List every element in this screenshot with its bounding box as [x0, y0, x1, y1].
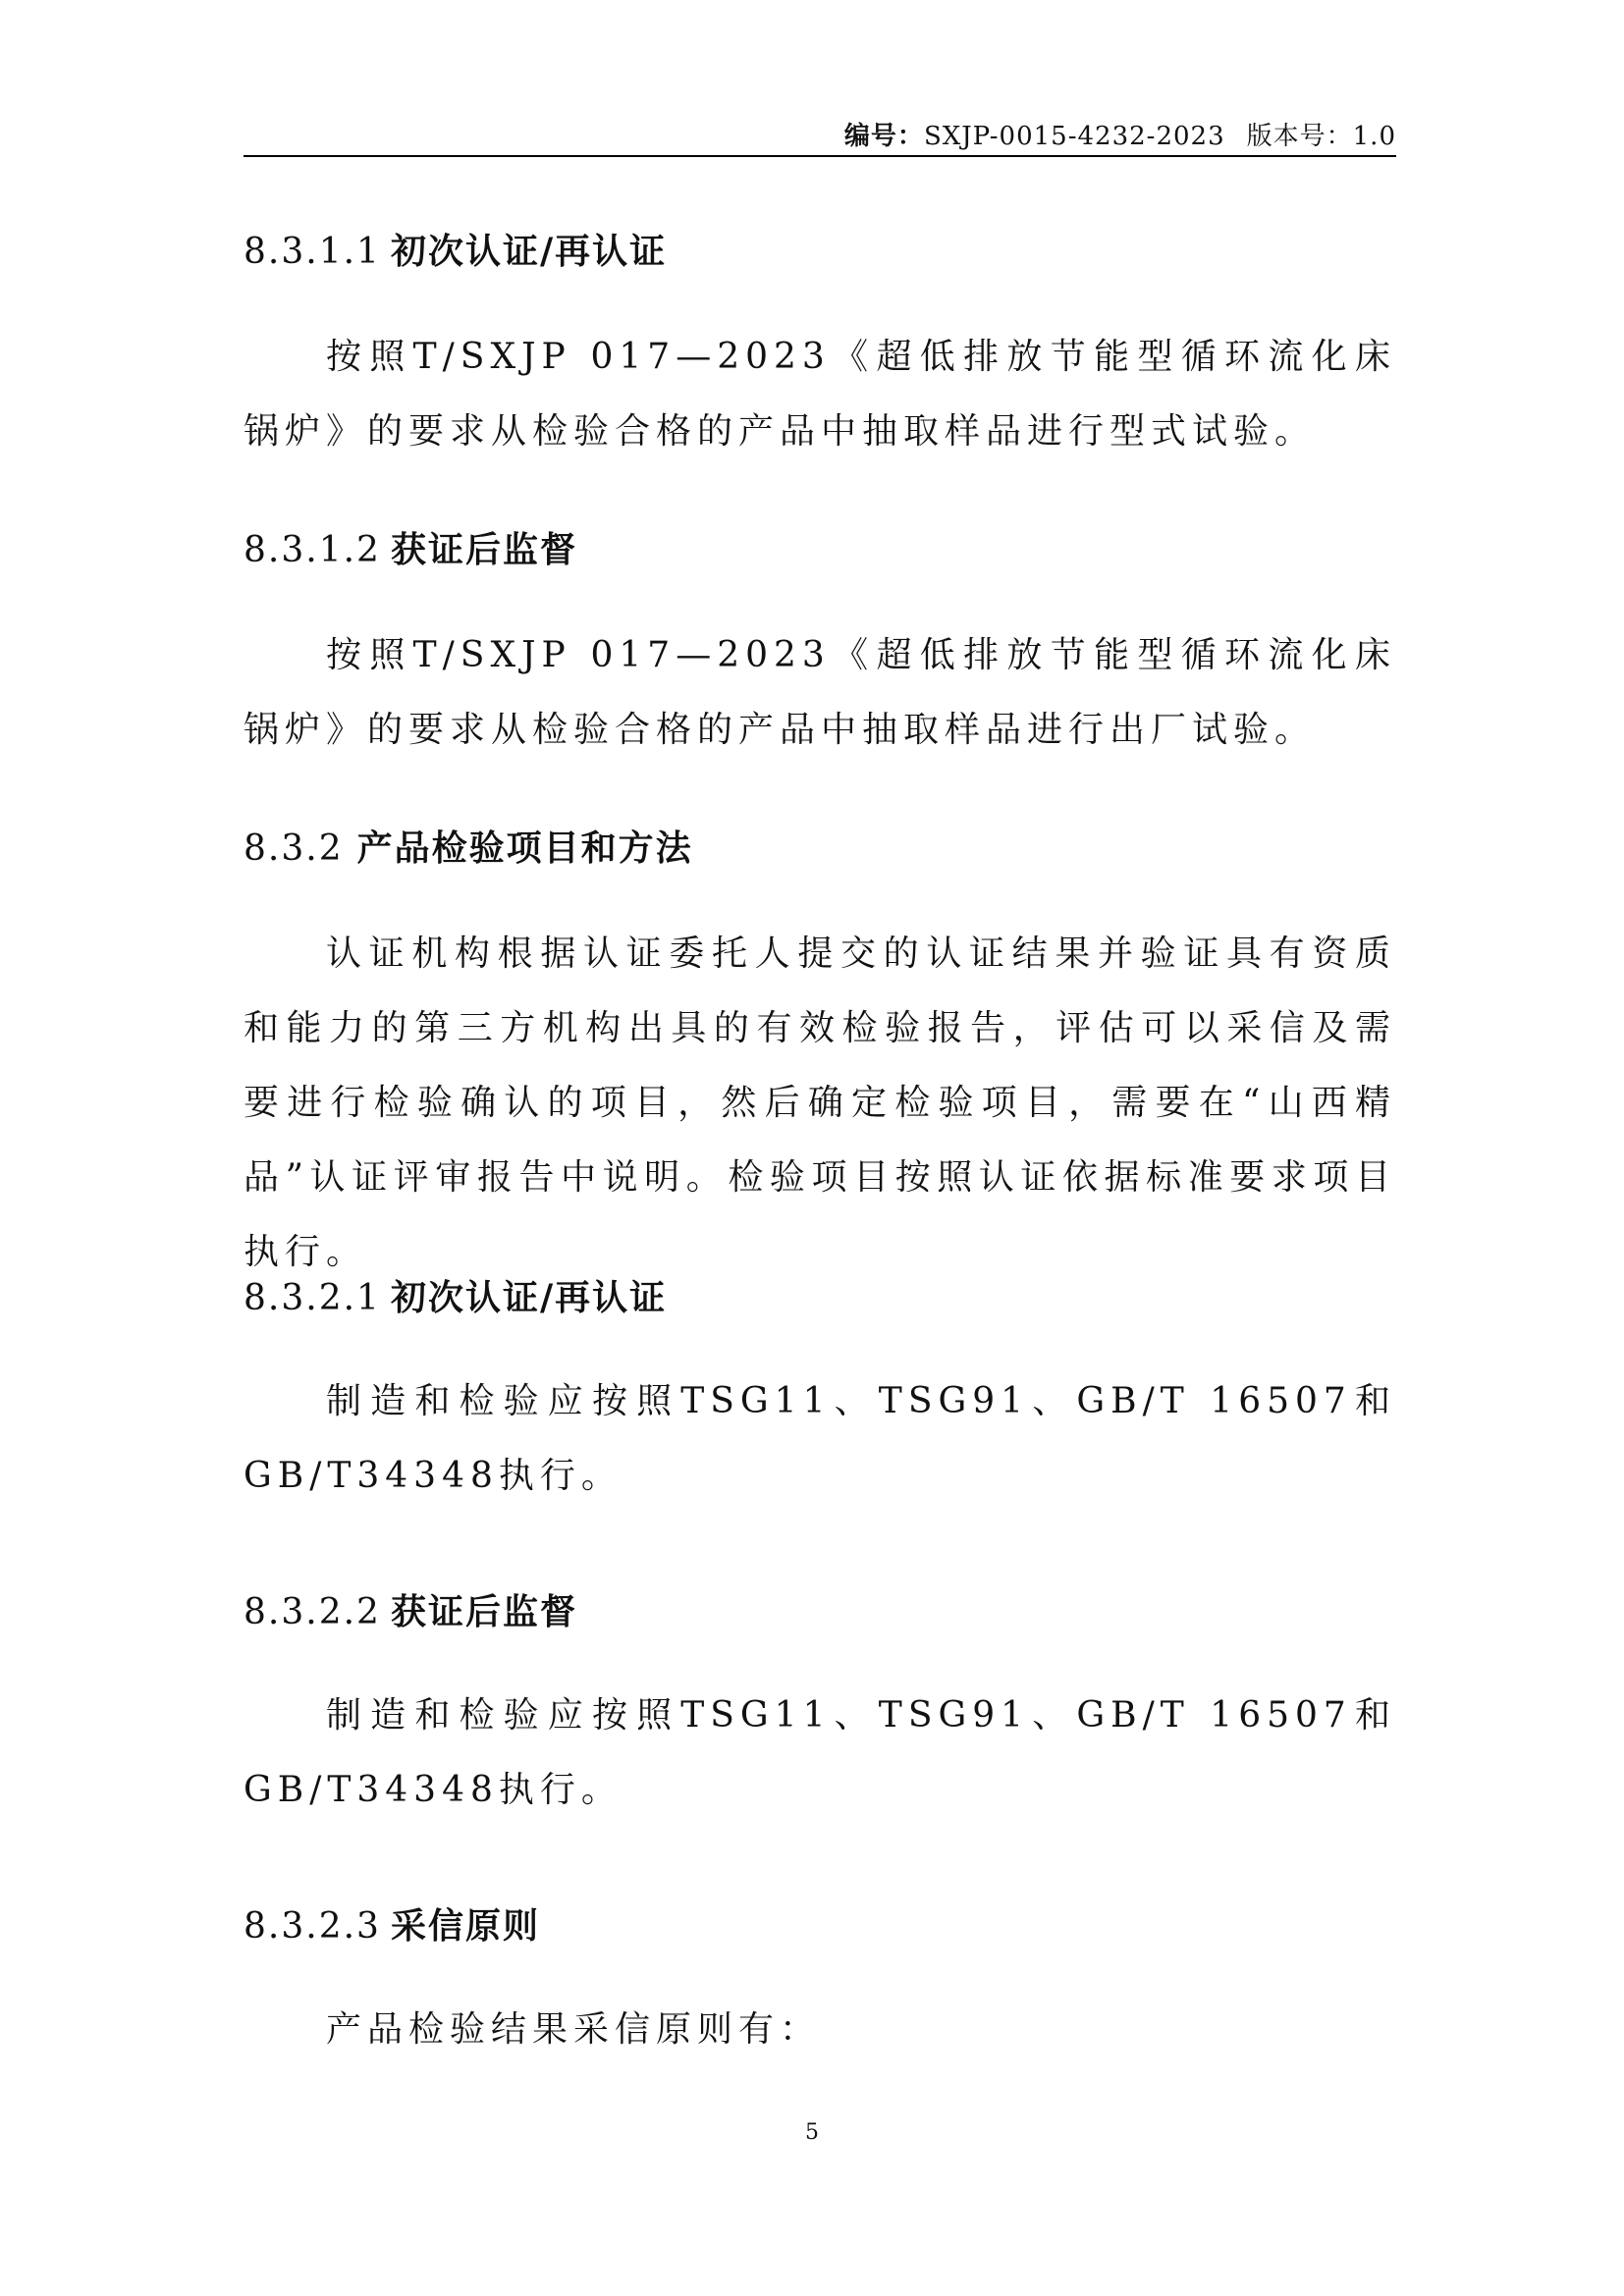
section-heading — [244, 821, 693, 871]
section-number: 8.3.2 — [244, 828, 344, 869]
section-title: 初次认证/再认证 — [391, 1277, 668, 1318]
page-number: 5 — [805, 2120, 819, 2145]
section-paragraph: 认证机构根据认证委托人提交的认证结果并验证具有资质和能力的第三方机构出具的有效检验报告，评估可以采信及需要进行检验确认的项目，然后确定检验项目，需要在“山西精品”认证评审报告中说明。检验项目按照认证依据标准要求项目执行。 — [244, 934, 1396, 1272]
section-heading — [244, 224, 667, 274]
section-number: 8.3.2.2 — [244, 1592, 381, 1632]
section-title: 获证后监督 — [391, 1591, 578, 1632]
section-title: 初次认证/再认证 — [391, 231, 668, 272]
section-title: 获证后监督 — [391, 529, 578, 570]
version-label: 版本号： — [1246, 122, 1353, 151]
section-heading — [244, 1584, 577, 1634]
document-code: SXJP-0015-4232-2023 — [923, 122, 1225, 151]
section-number: 8.3.1.2 — [244, 530, 381, 570]
section-number: 8.3.2.3 — [244, 1906, 381, 1947]
section-number: 8.3.2.1 — [244, 1278, 381, 1318]
section-paragraph: 按照T/SXJP 017—2023《超低排放节能型循环流化床锅炉》的要求从检验合格的产品中抽取样品进行型式试验。 — [244, 337, 1396, 452]
section-heading — [244, 1270, 667, 1320]
section-title: 产品检验项目和方法 — [356, 828, 693, 869]
section-paragraph: 产品检验结果采信原则有： — [326, 2009, 822, 2050]
section-title: 采信原则 — [391, 1905, 541, 1947]
section-heading — [244, 1898, 540, 1949]
section-paragraph: 按照T/SXJP 017—2023《超低排放节能型循环流化床锅炉》的要求从检验合格的产品中抽取样品进行出厂试验。 — [244, 635, 1396, 750]
document-code-label: 编号： — [843, 122, 924, 151]
section-heading — [244, 522, 577, 572]
section-paragraph: 制造和检验应按照TSG11、TSG91、GB/T 16507和GB/T34348执行。 — [244, 1695, 1396, 1810]
version-number: 1.0 — [1352, 122, 1396, 151]
section-number: 8.3.1.1 — [244, 232, 381, 272]
document-header — [844, 116, 1396, 152]
section-paragraph: 制造和检验应按照TSG11、TSG91、GB/T 16507和GB/T34348执行。 — [244, 1381, 1396, 1496]
header-divider — [244, 155, 1396, 157]
